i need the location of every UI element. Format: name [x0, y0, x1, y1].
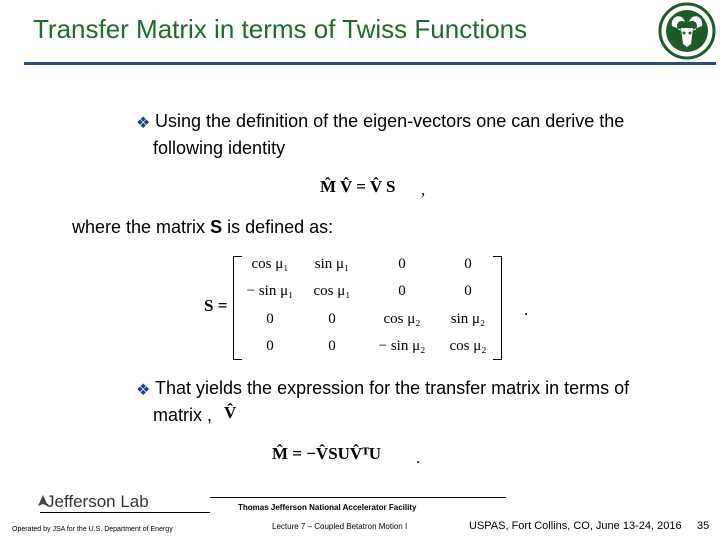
where-text	[72, 217, 333, 238]
matrix-cell: − sin μ₂	[378, 338, 426, 354]
matrix-cell: 0	[266, 338, 274, 354]
matrix-cell: − sin μ₁	[246, 283, 294, 299]
equation-mv-vs: M̂ V̂ = V̂ S	[320, 177, 396, 196]
matrix-cell: sin μ₂	[450, 311, 486, 327]
diamond-bullet-icon: ❖	[136, 382, 151, 399]
matrix-cell: sin μ₁	[314, 256, 350, 272]
slide-title: Transfer Matrix in terms of Twiss Functions	[33, 14, 528, 44]
lecture-title: Lecture 7 – Coupled Betatron Motion I	[272, 522, 408, 531]
ram-logo-icon	[658, 2, 716, 60]
operated-by: Operated by JSA for the U.S. Department of Energy	[12, 526, 173, 533]
matrix-cell: 0	[398, 283, 406, 299]
matrix-body	[235, 256, 499, 360]
matrix-lhs: S =	[204, 296, 228, 315]
bullet1-line1: Using the definition of the eigen-vectors one can derive the	[155, 111, 625, 131]
equation-transfer-matrix: M̂ = −V̂SUV̂ᵀU	[272, 444, 382, 463]
equation-comma: ,	[421, 180, 426, 199]
matrix-cell: cos μ₁	[313, 283, 351, 299]
page-number: 35	[697, 520, 710, 532]
bullet2-line1: That yields the expression for the transfer matrix in terms of	[155, 378, 630, 398]
matrix-cell: cos μ₂	[449, 338, 487, 354]
facility-name: Thomas Jefferson National Accelerator Facility	[238, 503, 417, 512]
where-suffix: is defined as:	[222, 217, 334, 237]
where-matrix-symbol: S	[210, 217, 223, 237]
title-underline	[24, 62, 716, 65]
matrix-cell: 0	[398, 256, 406, 272]
diamond-bullet-icon: ❖	[136, 115, 151, 132]
matrix-cell: 0	[266, 311, 274, 327]
bullet2-line2: matrix ,	[153, 405, 213, 425]
bullet1-line2: following identity	[153, 138, 286, 158]
matrix-cell: 0	[464, 256, 472, 272]
matrix-cell: cos μ₂	[383, 311, 421, 327]
bullet2-symbol: V̂	[224, 403, 237, 422]
matrix-period: .	[524, 300, 529, 319]
where-prefix: where the matrix	[72, 217, 211, 237]
matrix-cell: cos μ₁	[251, 256, 289, 272]
equation2-period: .	[416, 448, 421, 467]
venue-text: USPAS, Fort Collins, CO, June 13-24, 2016	[469, 520, 682, 532]
footer-divider	[210, 497, 506, 498]
matrix-cell: 0	[328, 338, 336, 354]
lab-name: Jefferson Lab	[46, 492, 149, 511]
matrix-cell: 0	[464, 283, 472, 299]
matrix-cell: 0	[328, 311, 336, 327]
footer-divider-left	[40, 512, 210, 513]
